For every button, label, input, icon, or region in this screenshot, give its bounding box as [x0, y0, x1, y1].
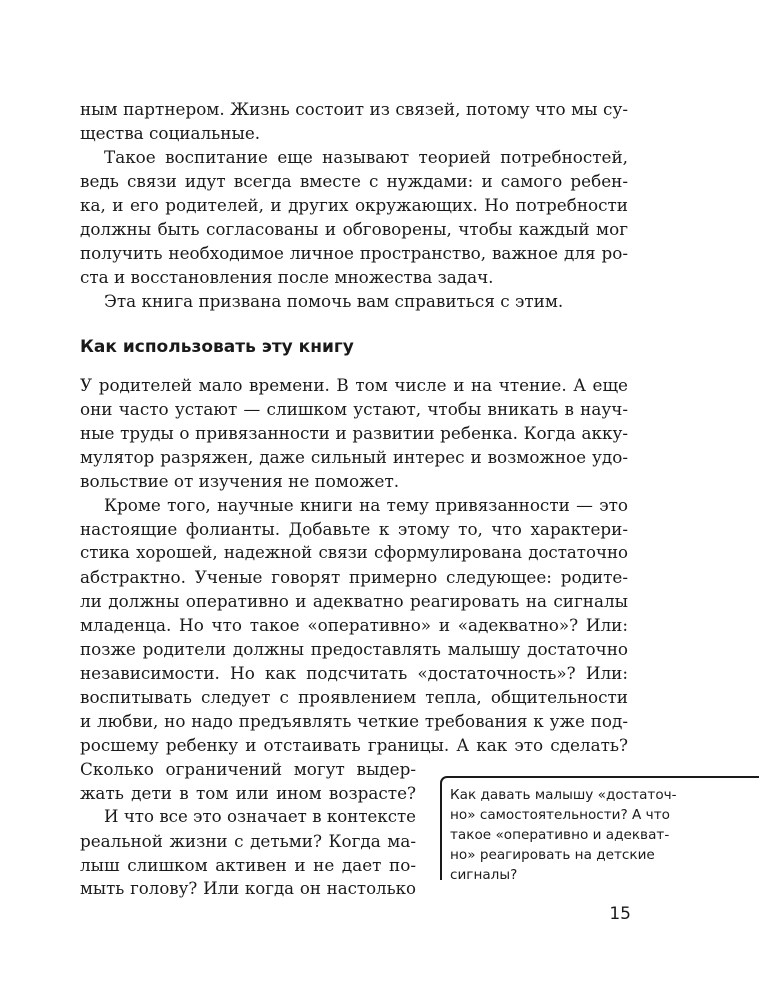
text-line: жать дети в том или ином возрасте? [80, 783, 416, 803]
text-line: Такое воспитание еще называют теорией потребностей, [104, 147, 628, 167]
text-line: мыть голову? Или когда он настолько [80, 879, 416, 898]
text-line: Сколько ограничений могут выдер- [80, 759, 416, 779]
text-line: абстрактно. Ученые говорят примерно следующее: родите- [80, 567, 628, 587]
text-line: Эта книга призвана помочь вам справиться с этим. [104, 291, 564, 311]
section-heading: Как использовать эту книгу [80, 337, 354, 357]
callout-line: Как давать малышу «достаточ- [450, 787, 677, 803]
text-line: воспитывать следует с проявлением тепла, общительности [80, 687, 628, 707]
callout-line: такое «оперативно и адекват- [450, 827, 670, 843]
text-line: настоящие фолианты. Добавьте к этому то, что характери- [80, 519, 628, 539]
text-line: мулятор разряжен, даже сильный интерес и возможное удо- [80, 447, 628, 467]
callout-line: но» реагировать на детские [450, 847, 655, 863]
text-line: вольствие от изучения не поможет. [80, 471, 400, 491]
text-line: независимости. Но как подсчитать «достаточность»? Или: [80, 663, 628, 683]
callout-line: сигналы? [450, 867, 518, 883]
text-line: младенца. Но что такое «оперативно» и «адекватно»? Или: [80, 615, 628, 635]
page-number: 15 [609, 904, 631, 924]
text-line: росшему ребенку и отстаивать границы. А как это сделать? [80, 735, 628, 755]
text-line: лыш слишком активен и не дает по- [80, 855, 416, 875]
text-line: щества социальные. [80, 123, 261, 143]
text-line: ведь связи идут всегда вместе с нуждами: и самого ребен- [80, 171, 628, 191]
callout-line: но» самостоятельности? А что [450, 807, 670, 823]
text-line: и любви, но надо предъявлять четкие требования к уже под- [80, 711, 628, 731]
text-line: ста и восстановления после множества задач. [80, 267, 494, 287]
text-line: реальной жизни с детьми? Когда ма- [80, 831, 416, 851]
text-line: позже родители должны предоставлять малышу достаточно [80, 639, 628, 659]
text-line: У родителей мало времени. В том числе и на чтение. А еще [80, 375, 628, 395]
text-line: стика хорошей, надежной связи сформулирована достаточно [80, 543, 628, 562]
text-line: И что все это означает в контексте [104, 807, 416, 826]
text-line: они часто устают — слишком устают, чтобы вникать в науч- [80, 399, 628, 419]
text-line: ные труды о привязанности и развитии ребенка. Когда акку- [80, 423, 628, 443]
text-line: ным партнером. Жизнь состоит из связей, потому что мы су- [80, 99, 628, 119]
text-line: Кроме того, научные книги на тему привязанности — это [104, 495, 628, 515]
text-line: должны быть согласованы и обговорены, чтобы каждый мог [80, 219, 628, 239]
text-line: получить необходимое личное пространство, важное для ро- [80, 243, 628, 263]
text-line: ка, и его родителей, и других окружающих. Но потребности [80, 195, 628, 215]
callout-box [440, 776, 759, 883]
text-line: ли должны оперативно и адекватно реагировать на сигналы [80, 591, 628, 611]
